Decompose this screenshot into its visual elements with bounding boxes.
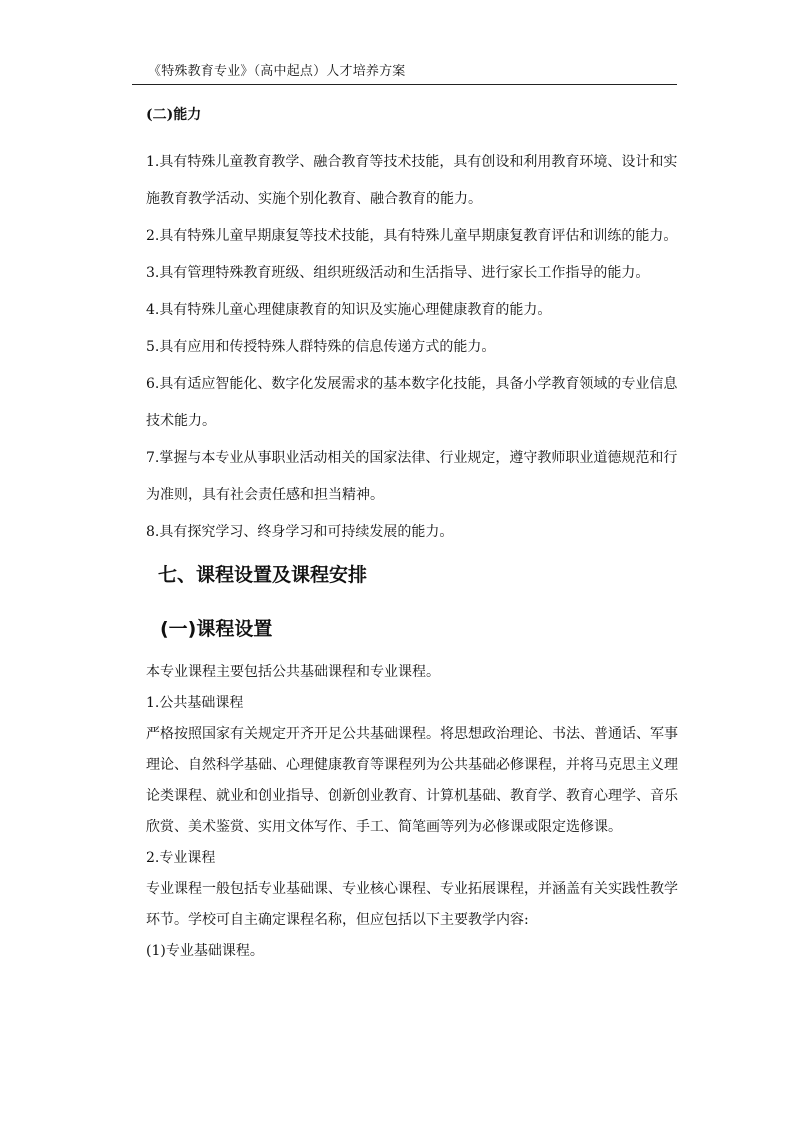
- ability-item-4: 4.具有特殊儿童心理健康教育的知识及实施心理健康教育的能力。: [146, 302, 552, 318]
- header-divider: [132, 84, 677, 85]
- course-setting-heading: (一)课程设置: [160, 618, 273, 640]
- ability-item-5: 5.具有应用和传授特殊人群特殊的信息传递方式的能力。: [146, 339, 496, 355]
- page-content: [146, 104, 686, 967]
- ability-item-2: 2.具有特殊儿童早期康复等技术技能，具有特殊儿童早期康复教育评估和训练的能力。: [146, 228, 678, 244]
- ability-item-1: 1.具有特殊儿童教育教学、融合教育等技术技能，具有创设和利用教育环境、设计和实施教育教学活动、实施个别化教育、融合教育的能力。: [146, 154, 678, 207]
- major-course-body: 专业课程一般包括专业基础课、专业核心课程、专业拓展课程，并涵盖有关实践性教学环节。学校可自主确定课程名称，但应包括以下主要教学内容:: [146, 881, 678, 928]
- major-foundation-course: (1)专业基础课程。: [146, 943, 264, 959]
- public-course-title: 1.公共基础课程: [146, 695, 244, 711]
- public-course-body: 严格按照国家有关规定开齐开足公共基础课程。将思想政治理论、书法、普通话、军事理论、自然科学基础、心理健康教育等课程列为公共基础必修课程，并将马克思主义理论类课程、就业和创业指导、创新创业教育、计算机基础、教育学、教育心理学、音乐欣赏、美术鉴赏、实用文体写作、手工、简笔画等列为必修课或限定选修课。: [146, 726, 678, 835]
- ability-item-6: 6.具有适应智能化、数字化发展需求的基本数字化技能，具备小学教育领域的专业信息技术能力。: [146, 376, 678, 429]
- ability-item-7: 7.掌握与本专业从事职业活动相关的国家法律、行业规定，遵守教师职业道德规范和行为准则，具有社会责任感和担当精神。: [146, 450, 678, 503]
- major-course-title: 2.专业课程: [146, 850, 216, 866]
- page-header-title: 《特殊教育专业》（高中起点）人才培养方案: [148, 64, 406, 79]
- ability-item-3: 3.具有管理特殊教育班级、组织班级活动和生活指导、进行家长工作指导的能力。: [146, 265, 650, 281]
- ability-item-8: 8.具有探究学习、终身学习和可持续发展的能力。: [146, 524, 454, 540]
- course-intro: 本专业课程主要包括公共基础课程和专业课程。: [146, 664, 440, 680]
- ability-heading: (二)能力: [146, 107, 202, 123]
- section-seven-heading: 七、课程设置及课程安排: [158, 564, 368, 586]
